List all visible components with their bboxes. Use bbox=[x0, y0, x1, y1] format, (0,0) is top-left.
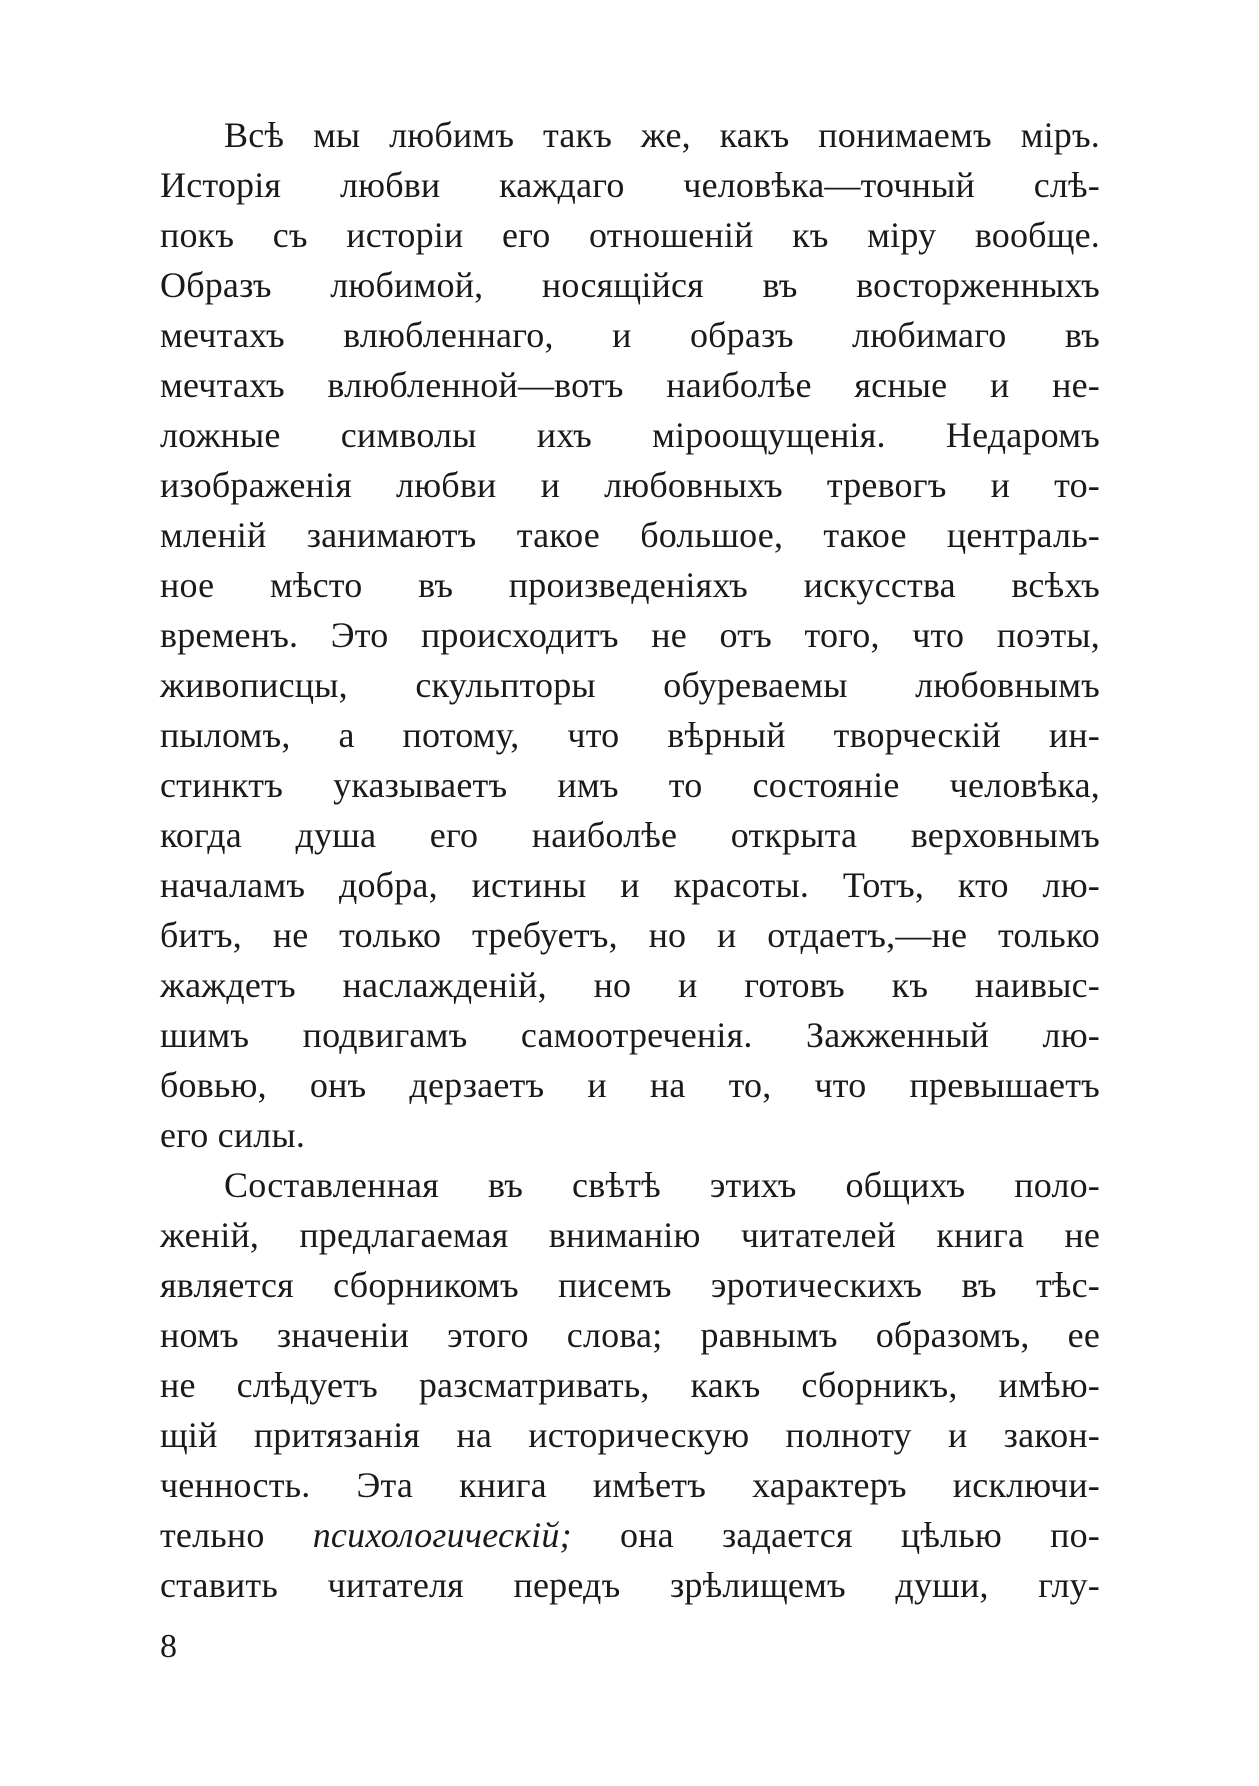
text-line: является сборникомъ писемъ эротическихъ въ тѣс- bbox=[160, 1265, 1100, 1305]
text-line: временъ. Это происходитъ не отъ того, что поэты, bbox=[160, 615, 1100, 655]
text-line: щій притязанія на историческую полноту и закон- bbox=[160, 1415, 1100, 1455]
text-line: изображенія любви и любовныхъ тревогъ и то- bbox=[160, 465, 1100, 505]
text-line: мленій занимаютъ такое большое, такое централь- bbox=[160, 515, 1100, 555]
text-line: пыломъ, а потому, что вѣрный творческій ин- bbox=[160, 715, 1100, 755]
text-line: шимъ подвигамъ самоотреченія. Зажженный лю- bbox=[160, 1015, 1100, 1055]
text-line: покъ съ исторіи его отношеній къ міру вообще. bbox=[160, 215, 1100, 255]
text-line: номъ значеніи этого слова; равнымъ образомъ, ее bbox=[160, 1315, 1100, 1355]
text-line: Образъ любимой, носящійся въ восторженныхъ bbox=[160, 265, 1100, 305]
text-line: мечтахъ влюбленной—вотъ наиболѣе ясные и не- bbox=[160, 365, 1100, 405]
text-line: Всѣ мы любимъ такъ же, какъ понимаемъ міръ. bbox=[224, 115, 1100, 155]
italic-word: психологическій; bbox=[312, 1515, 572, 1555]
text-line: битъ, не только требуетъ, но и отдаетъ,—не только bbox=[160, 915, 1100, 955]
text-line: жаждетъ наслажденій, но и готовъ къ наивыс- bbox=[160, 965, 1100, 1005]
page-number: 8 bbox=[160, 1628, 177, 1665]
text-line: ложные символы ихъ міроощущенія. Недаромъ bbox=[160, 415, 1100, 455]
text-line: стинктъ указываетъ имъ то состояніе человѣка, bbox=[160, 765, 1100, 805]
text-segment: тельно bbox=[160, 1515, 313, 1555]
text-line: Составленная въ свѣтѣ этихъ общихъ поло- bbox=[224, 1165, 1100, 1205]
text-line: ное мѣсто въ произведеніяхъ искусства всѣхъ bbox=[160, 565, 1100, 605]
text-line: женій, предлагаемая вниманію читателей книга не bbox=[160, 1215, 1100, 1255]
text-line: его силы. bbox=[160, 1115, 306, 1155]
text-line: началамъ добра, истины и красоты. Тотъ, кто лю- bbox=[160, 865, 1100, 905]
text-line: ставить читателя передъ зрѣлищемъ души, глу- bbox=[160, 1565, 1100, 1605]
text-line: когда душа его наиболѣе открыта верховнымъ bbox=[160, 815, 1100, 855]
text-line: Исторія любви каждаго человѣка—точный слѣ- bbox=[160, 165, 1100, 205]
text-line: ченность. Эта книга имѣетъ характеръ исключи- bbox=[160, 1465, 1100, 1505]
text-line-mixed bbox=[160, 1510, 1100, 1560]
body-text bbox=[160, 110, 1100, 1610]
text-line: не слѣдуетъ разсматривать, какъ сборникъ, имѣю- bbox=[160, 1365, 1100, 1405]
text-line: бовью, онъ дерзаетъ и на то, что превышаетъ bbox=[160, 1065, 1100, 1105]
text-line: мечтахъ влюбленнаго, и образъ любимаго въ bbox=[160, 315, 1100, 355]
text-segment: она задается цѣлью по- bbox=[571, 1515, 1101, 1555]
text-line: живописцы, скульпторы обуреваемы любовнымъ bbox=[160, 665, 1100, 705]
